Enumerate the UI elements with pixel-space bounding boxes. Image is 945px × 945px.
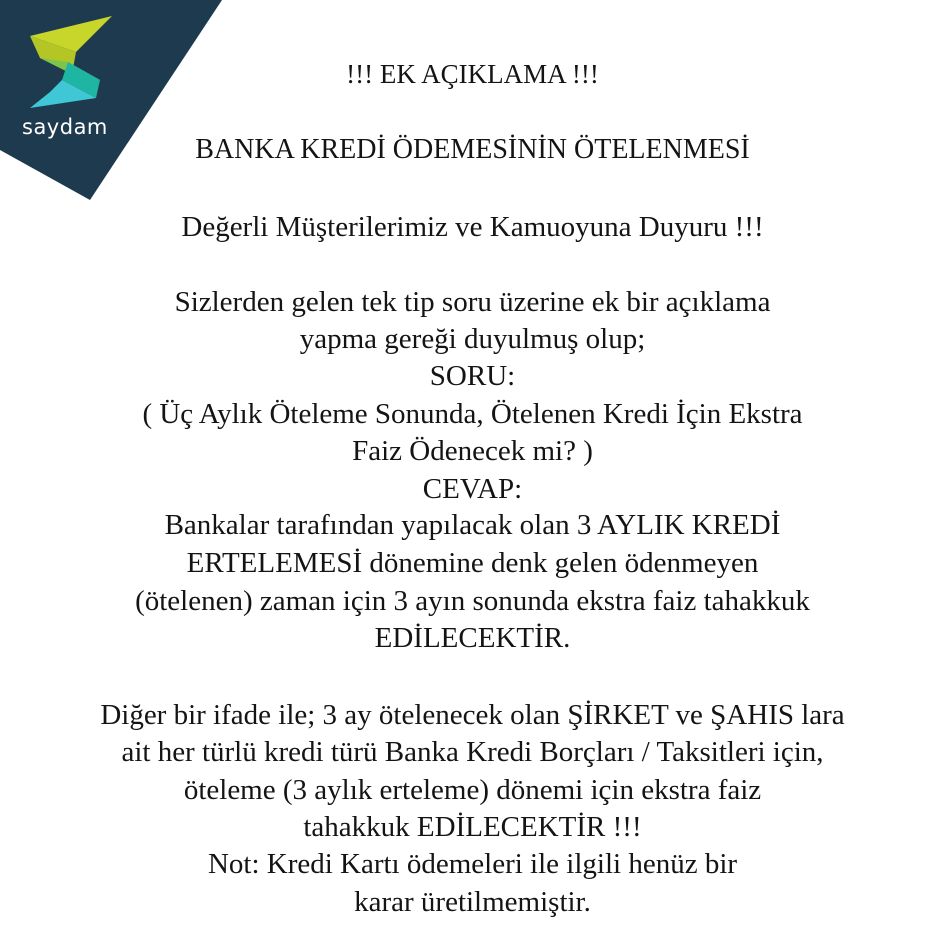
saydam-logo bbox=[0, 0, 225, 200]
announcement-title: !!! EK AÇIKLAMA !!! bbox=[346, 59, 599, 89]
greeting-line: Değerli Müşterilerimiz ve Kamuoyuna Duyuru !!! bbox=[181, 211, 764, 243]
answer-label: CEVAP: bbox=[422, 473, 523, 505]
answer-line: (ötelenen) zaman için 3 ayın sonunda ekstra faiz tahakkuk bbox=[135, 585, 810, 617]
paragraph-line: ait her türlü kredi türü Banka Kredi Borçları / Taksitleri için, bbox=[121, 736, 824, 768]
answer-line: Bankalar tarafından yapılacak olan 3 AYLIK KREDİ bbox=[164, 509, 781, 541]
announcement-subtitle: BANKA KREDİ ÖDEMESİNİN ÖTELENMESİ bbox=[195, 134, 750, 165]
paragraph-line: tahakkuk EDİLECEKTİR !!! bbox=[303, 811, 642, 843]
note-line: Not: Kredi Kartı ödemeleri ile ilgili henüz bir bbox=[207, 848, 738, 880]
paragraph-line: Diğer bir ifade ile; 3 ay ötelenecek olan ŞİRKET ve ŞAHIS lara bbox=[100, 699, 845, 731]
question-line: ( Üç Aylık Öteleme Sonunda, Ötelenen Kredi İçin Ekstra bbox=[142, 398, 803, 430]
paragraph-line: öteleme (3 aylık erteleme) dönemi için ekstra faiz bbox=[183, 774, 762, 806]
logo-text: saydam bbox=[22, 115, 108, 139]
question-line: Faiz Ödenecek mi? ) bbox=[352, 435, 593, 467]
intro-line: Sizlerden gelen tek tip soru üzerine ek bir açıklama bbox=[174, 286, 771, 318]
answer-line: ERTELEMESİ dönemine denk gelen ödenmeyen bbox=[186, 547, 759, 579]
note-line: karar üretilmemiştir. bbox=[354, 886, 591, 918]
question-label: SORU: bbox=[429, 360, 516, 392]
intro-line: yapma gereği duyulmuş olup; bbox=[299, 323, 646, 355]
logo-mark-icon bbox=[0, 0, 225, 200]
answer-line: EDİLECEKTİR. bbox=[374, 622, 571, 654]
